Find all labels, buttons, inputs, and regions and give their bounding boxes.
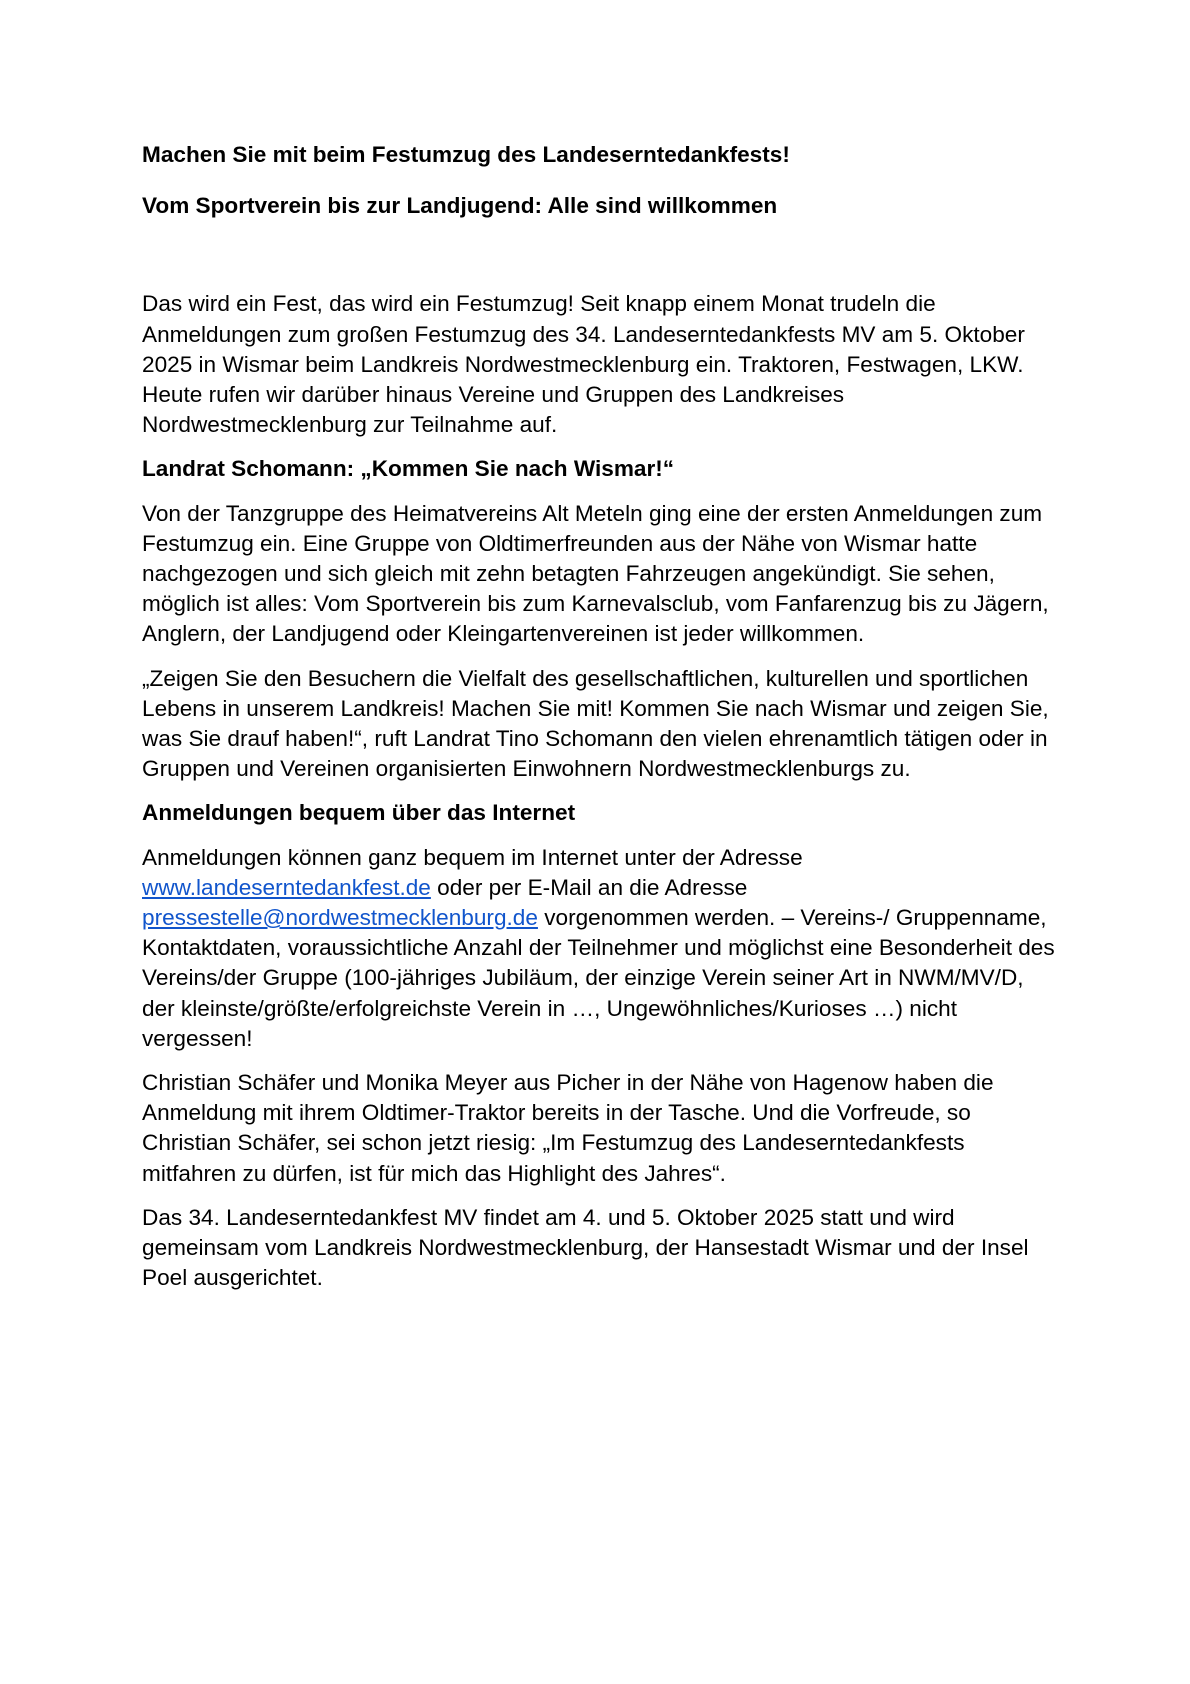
paragraph-registration-info [142,843,1062,1054]
registration-text-part2: oder per E-Mail an die Adresse [430,874,748,900]
paragraph-registrations: Von der Tanzgruppe des Heimatvereins Alt Meteln ging eine der ersten Anmeldungen zum Festumzug ein. Eine Gruppe von Oldtimerfreunden aus der Nähe von Wismar hatte nachgezogen und sich gleich mit zehn betagten Fahrzeugen angekündigt. Sie sehen, möglich ist alles: Vom Sportverein bis zum Karnevalsclub, vom Fanfarenzug bis zu Jägern, Anglern, der Landjugend oder Kleingartenvereinen ist jeder willkommen. [142,500,1049,647]
document-body [142,140,1062,1294]
intro-paragraph: Das wird ein Fest, das wird ein Festumzug! Seit knapp einem Monat trudeln die Anmeldungen zum großen Festumzug des 34. Landeserntedankfests MV am 5. Oktober 2025 in Wismar beim Landkreis Nordwestmecklenburg ein. Traktoren, Festwagen, LKW. Heute rufen wir darüber hinaus Vereine und Gruppen des Landkreises Nordwestmecklenburg zur Teilnahme auf. [142,291,1025,438]
paragraph-quote: „Zeigen Sie den Besuchern die Vielfalt des gesellschaftlichen, kulturellen und sportlichen Lebens in unserem Landkreis! Machen Sie mit! Kommen Sie nach Wismar und zeigen Sie, was Sie drauf haben!“, ruft Landrat Tino Schomann den vielen ehrenamtlich tätigen oder in Gruppen und Vereinen organisierten Einwohnern Nordwestmecklenburgs zu. [142,665,1049,782]
paragraph-testimonial: Christian Schäfer und Monika Meyer aus Picher in der Nähe von Hagenow haben die Anmeldung mit ihrem Oldtimer-Traktor bereits in der Tasche. Und die Vorfreude, so Christian Schäfer, sei schon jetzt riesig: „Im Festumzug des Landeserntedankfests mitfahren zu dürfen, ist für mich das Highlight des Jahres“. [142,1070,994,1186]
registration-text-part3: vorgenommen werden. – Vereins-/ Gruppenname, Kontaktdaten, voraussichtliche Anzahl der Teilnehmer und möglichst eine Besonderheit des Vereins/der Gruppe (100-jähriges Jubiläum, der einzige Verein seiner Art in NWM/MV/D, der kleinste/größte/erfolgreichste Verein in …, Ungewöhnliches/Kurioses …) nicht vergessen! [142,905,1055,1051]
section-heading-landrat: Landrat Schomann: „Kommen Sie nach Wismar!“ [142,456,675,482]
website-link[interactable]: www.landeserntedankfest.de [142,874,431,900]
registration-text-part1: Anmeldungen können ganz bequem im Internet unter der Adresse [142,844,803,870]
email-link[interactable]: pressestelle@nordwestmecklenburg.de [142,905,538,931]
document-title: Machen Sie mit beim Festumzug des Landeserntedankfests! [142,142,790,167]
paragraph-closing: Das 34. Landeserntedankfest MV findet am 4. und 5. Oktober 2025 statt und wird gemeinsam vom Landkreis Nordwestmecklenburg, der Hansestadt Wismar und der Insel Poel ausgerichtet. [142,1204,1029,1291]
section-heading-internet: Anmeldungen bequem über das Internet [142,800,576,826]
document-subtitle: Vom Sportverein bis zur Landjugend: Alle sind willkommen [142,193,778,219]
